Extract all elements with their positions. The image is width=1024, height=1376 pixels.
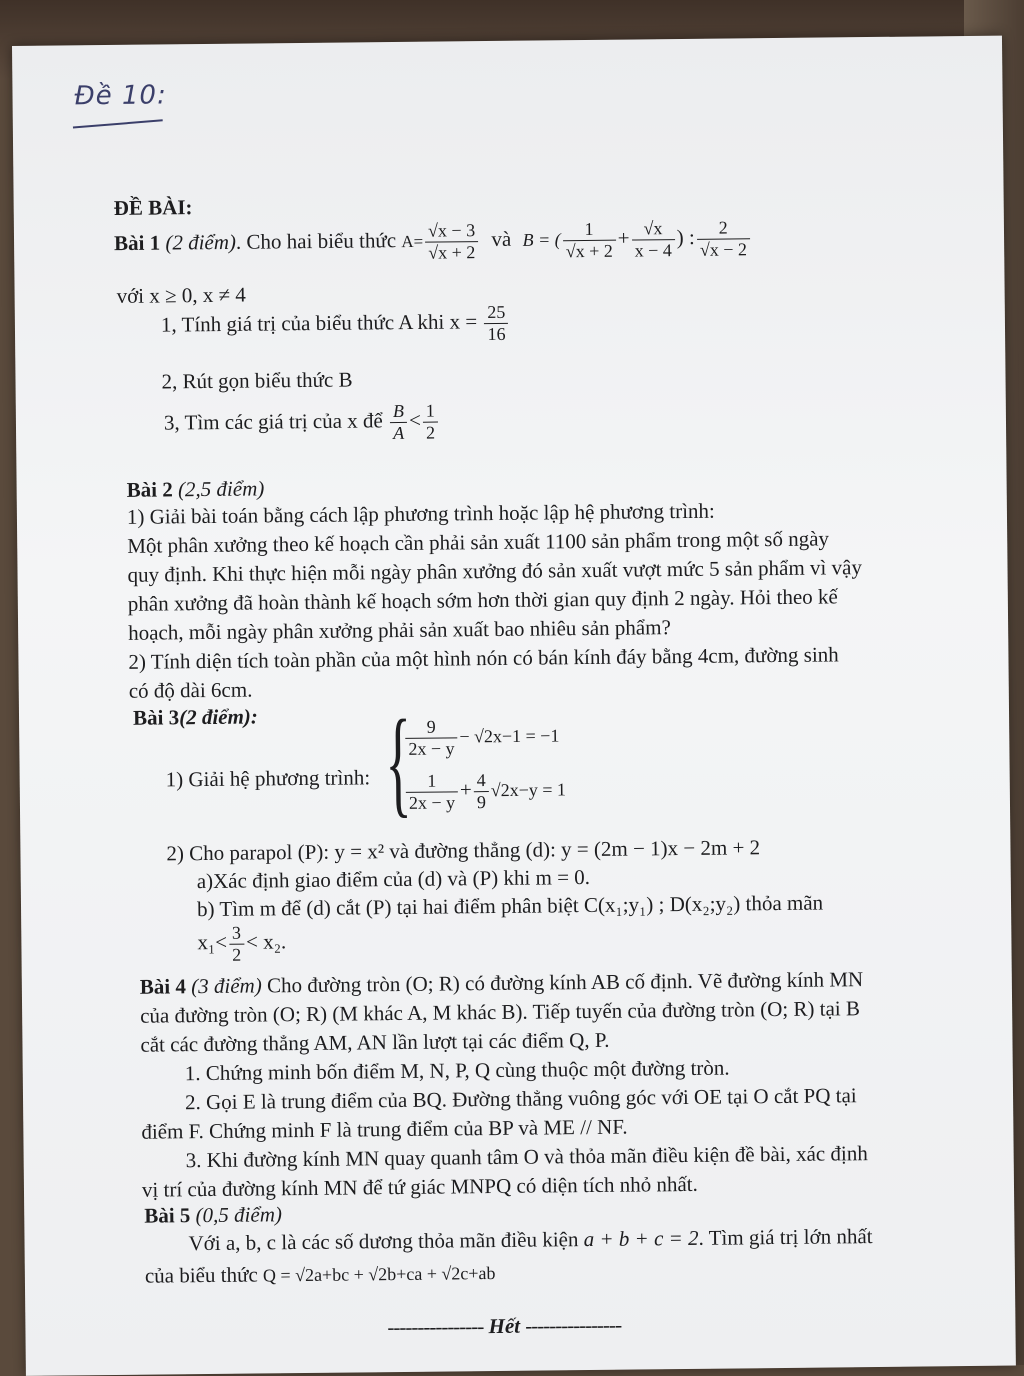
bai3-q2b-fraction [229,924,244,965]
bai1-q3 [164,402,440,446]
bai4-label: Bài 4 [139,974,187,999]
bai3-q2b-num: 3 [229,924,244,945]
bai1-label: Bài 1 [113,230,161,256]
bai4-line: của đường tròn (O; R) (M khác A, M khác B). Tiếp tuyến của đường tròn (O; R) tại B [140,996,861,1028]
system-brace: { [384,694,412,829]
bai1-q3-half-num: 1 [423,402,438,423]
bai3-q1: 1) Giải hệ phương trình: [165,765,371,792]
bai5-condition: a + b + c = 2 [583,1225,699,1252]
expr-b-label: B = ( [522,229,561,250]
bai1-q3-lt: < [408,407,422,433]
page-heading: ĐỀ BÀI: [113,195,193,220]
bai5-points: (0,5 điểm) [195,1202,283,1228]
bai3-eq2-fraction [406,771,459,812]
bai1-q1-fraction [484,303,508,344]
bai3-eq2 [404,770,567,812]
expr-b-frac1-num: 1 [562,220,615,241]
expr-b-frac3-num: 2 [697,218,750,239]
bai4-line-text: Cho đường tròn (O; R) có đường kính AB cố định. Vẽ đường kính MN [261,967,864,998]
bai3-eq1-rest: − √2x−1 = −1 [459,725,560,747]
expr-b-divide: ) : [676,225,695,250]
expr-b-plus: + [617,225,630,250]
bai1-intro: . Cho hai biểu thức [235,228,397,254]
bai3-q2b-right: < x₂. [245,929,287,954]
bai2-points: (2,5 điểm) [177,476,265,502]
bai1-q3-num: B [390,402,407,423]
bai2-line: hoạch, mỗi ngày phân xưởng phải sản xuất bao nhiêu sản phẩm? [128,615,671,645]
expr-b-frac3 [697,218,750,259]
expr-b-frac2-num: √x [631,219,674,240]
expr-b-frac2 [631,219,675,260]
bai2-label: Bài 2 [126,477,173,502]
bai3-eq2-den: 2x − y [408,792,456,813]
bai1-q1 [161,303,511,347]
bai1-q2: 2, Rút gọn biểu thức B [161,367,353,394]
bai3-label: Bài 3 [132,705,180,730]
bai5-line2 [145,1259,496,1289]
bai4-line: điểm F. Chứng minh F là trung điểm của BP và ME // NF. [141,1114,628,1144]
bai2-line: Một phân xưởng theo kế hoạch cần phải sản xuất 1100 sản phẩm trong một số ngày [127,526,830,558]
bai3-q2: 2) Cho parapol (P): y = x² và đường thẳng (d): y = (2m − 1)x − 2m + 2 [166,835,761,866]
bai3-eq1-num: 9 [405,717,457,738]
exam-paper [12,36,1016,1376]
handwritten-note: Đề 10: [74,80,167,112]
footer-end-text: Hết [488,1313,521,1339]
bai4-points: (3 điểm) [191,973,262,999]
bai1-q1-text: 1, Tính giá trị của biểu thức A khi x = [160,309,478,337]
bai4-line: cắt các đường thẳng AM, AN lần lượt tại các điểm Q, P. [140,1027,610,1057]
bai1-q3-fraction [390,402,407,443]
footer-dash-left: ---------------- [387,1314,484,1340]
bai1-points: (2 điểm) [165,229,237,255]
bai3-q2b: b) Tìm m để (d) cắt (P) tại hai điểm phân biệt C(x₁;y₁) ; D(x₂;y₂) thỏa mãn [196,890,824,922]
bai2-line: 2) Tính diện tích toàn phần của một hình nón có bán kính đáy bằng 4cm, đường sinh [128,642,839,674]
bai1-condition: với x ≥ 0, x ≠ 4 [116,282,246,308]
bai4-line: 2. Gọi E là trung điểm của BQ. Đường thẳng vuông góc với OE tại O cắt PQ tại [184,1083,857,1115]
expr-a-label: A= [401,231,424,252]
bai2-line: phân xưởng đã hoàn thành kế hoạch sớm hơn thời gian quy định 2 ngày. Hỏi theo kế [127,584,838,616]
bai2-body [127,495,863,706]
bai3-q2a: a)Xác định giao điểm của (d) và (P) khi m = 0. [196,864,591,894]
bai1-line1 [114,218,752,265]
bai1-q3-den: A [393,422,405,443]
bai2-line: có độ dài 6cm. [128,677,253,703]
bai1-q3-half [423,402,438,443]
bai2-line: quy định. Khi thực hiện mỗi ngày phân xưởng đó sản xuất vượt mức 5 sản phẩm vì vậy [127,555,863,587]
bai5-line1-end: . Tìm giá trị lớn nhất [698,1224,873,1250]
bai1-q1-num: 25 [484,303,508,324]
bai3-q2b-condition [197,923,286,965]
expr-b-frac2-den: x − 4 [634,239,672,261]
bai3-eq2-num: 1 [406,771,458,792]
bai5-expression: Q = √2a+bc + √2b+ca + √2c+ab [262,1263,496,1286]
bai3-heading [133,703,258,731]
bai3-eq2-coef-den: 9 [476,791,487,813]
bai5-label: Bài 5 [144,1203,191,1228]
expr-a-den: √x + 2 [428,242,476,263]
bai3-eq1-fraction [405,717,458,758]
bai3-eq2-coef [474,771,489,812]
expr-a-num: √x − 3 [425,221,478,242]
bai4-body [140,965,868,1205]
expr-b-frac3-den: √x − 2 [699,239,748,260]
footer-end [387,1312,621,1341]
conj-va: và [491,226,512,252]
expr-b-frac1-den: √x + 2 [565,240,613,262]
bai3-eq1 [403,716,560,758]
bai3-q2b-left: x₁< [197,930,228,955]
bai3-eq1-den: 2x − y [408,738,455,759]
bai5-line1-text: Với a, b, c là các số dương thỏa mãn điều kiện [188,1227,579,1256]
bai4-line: vị trí của đường kính MN để tứ giác MNPQ có diện tích nhỏ nhất. [141,1171,698,1202]
expr-a-fraction [425,221,478,262]
bai5-line1 [188,1223,872,1256]
bai5-line2-text: của biểu thức [144,1262,258,1288]
bai3-eq2-coef-num: 4 [474,771,489,792]
bai4-line: 3. Khi đường kính MN quay quanh tâm O và thỏa mãn điều kiện đề bài, xác định [185,1141,868,1173]
bai1-q3-half-den: 2 [425,422,436,443]
bai4-line: 1. Chứng minh bốn điểm M, N, P, Q cùng thuộc một đường tròn. [184,1055,730,1086]
bai2-heading [127,475,265,503]
bai3-points: (2 điểm): [179,704,258,730]
bai1-q3-text: 3, Tìm các giá trị của x để [163,408,383,435]
footer-dash-right: ---------------- [525,1312,622,1338]
expr-b-frac1 [562,220,615,261]
bai3-q2b-den: 2 [232,944,242,965]
bai5-heading [144,1201,282,1229]
bai3-eq2-plus: + [459,777,472,802]
bai2-line: 1) Giải bài toán bằng cách lập phương trình hoặc lập hệ phương trình: [126,498,715,529]
bai3-eq2-rest: √2x−y = 1 [490,779,567,801]
bai1-q1-den: 16 [487,323,506,344]
handwritten-underline [73,119,163,128]
